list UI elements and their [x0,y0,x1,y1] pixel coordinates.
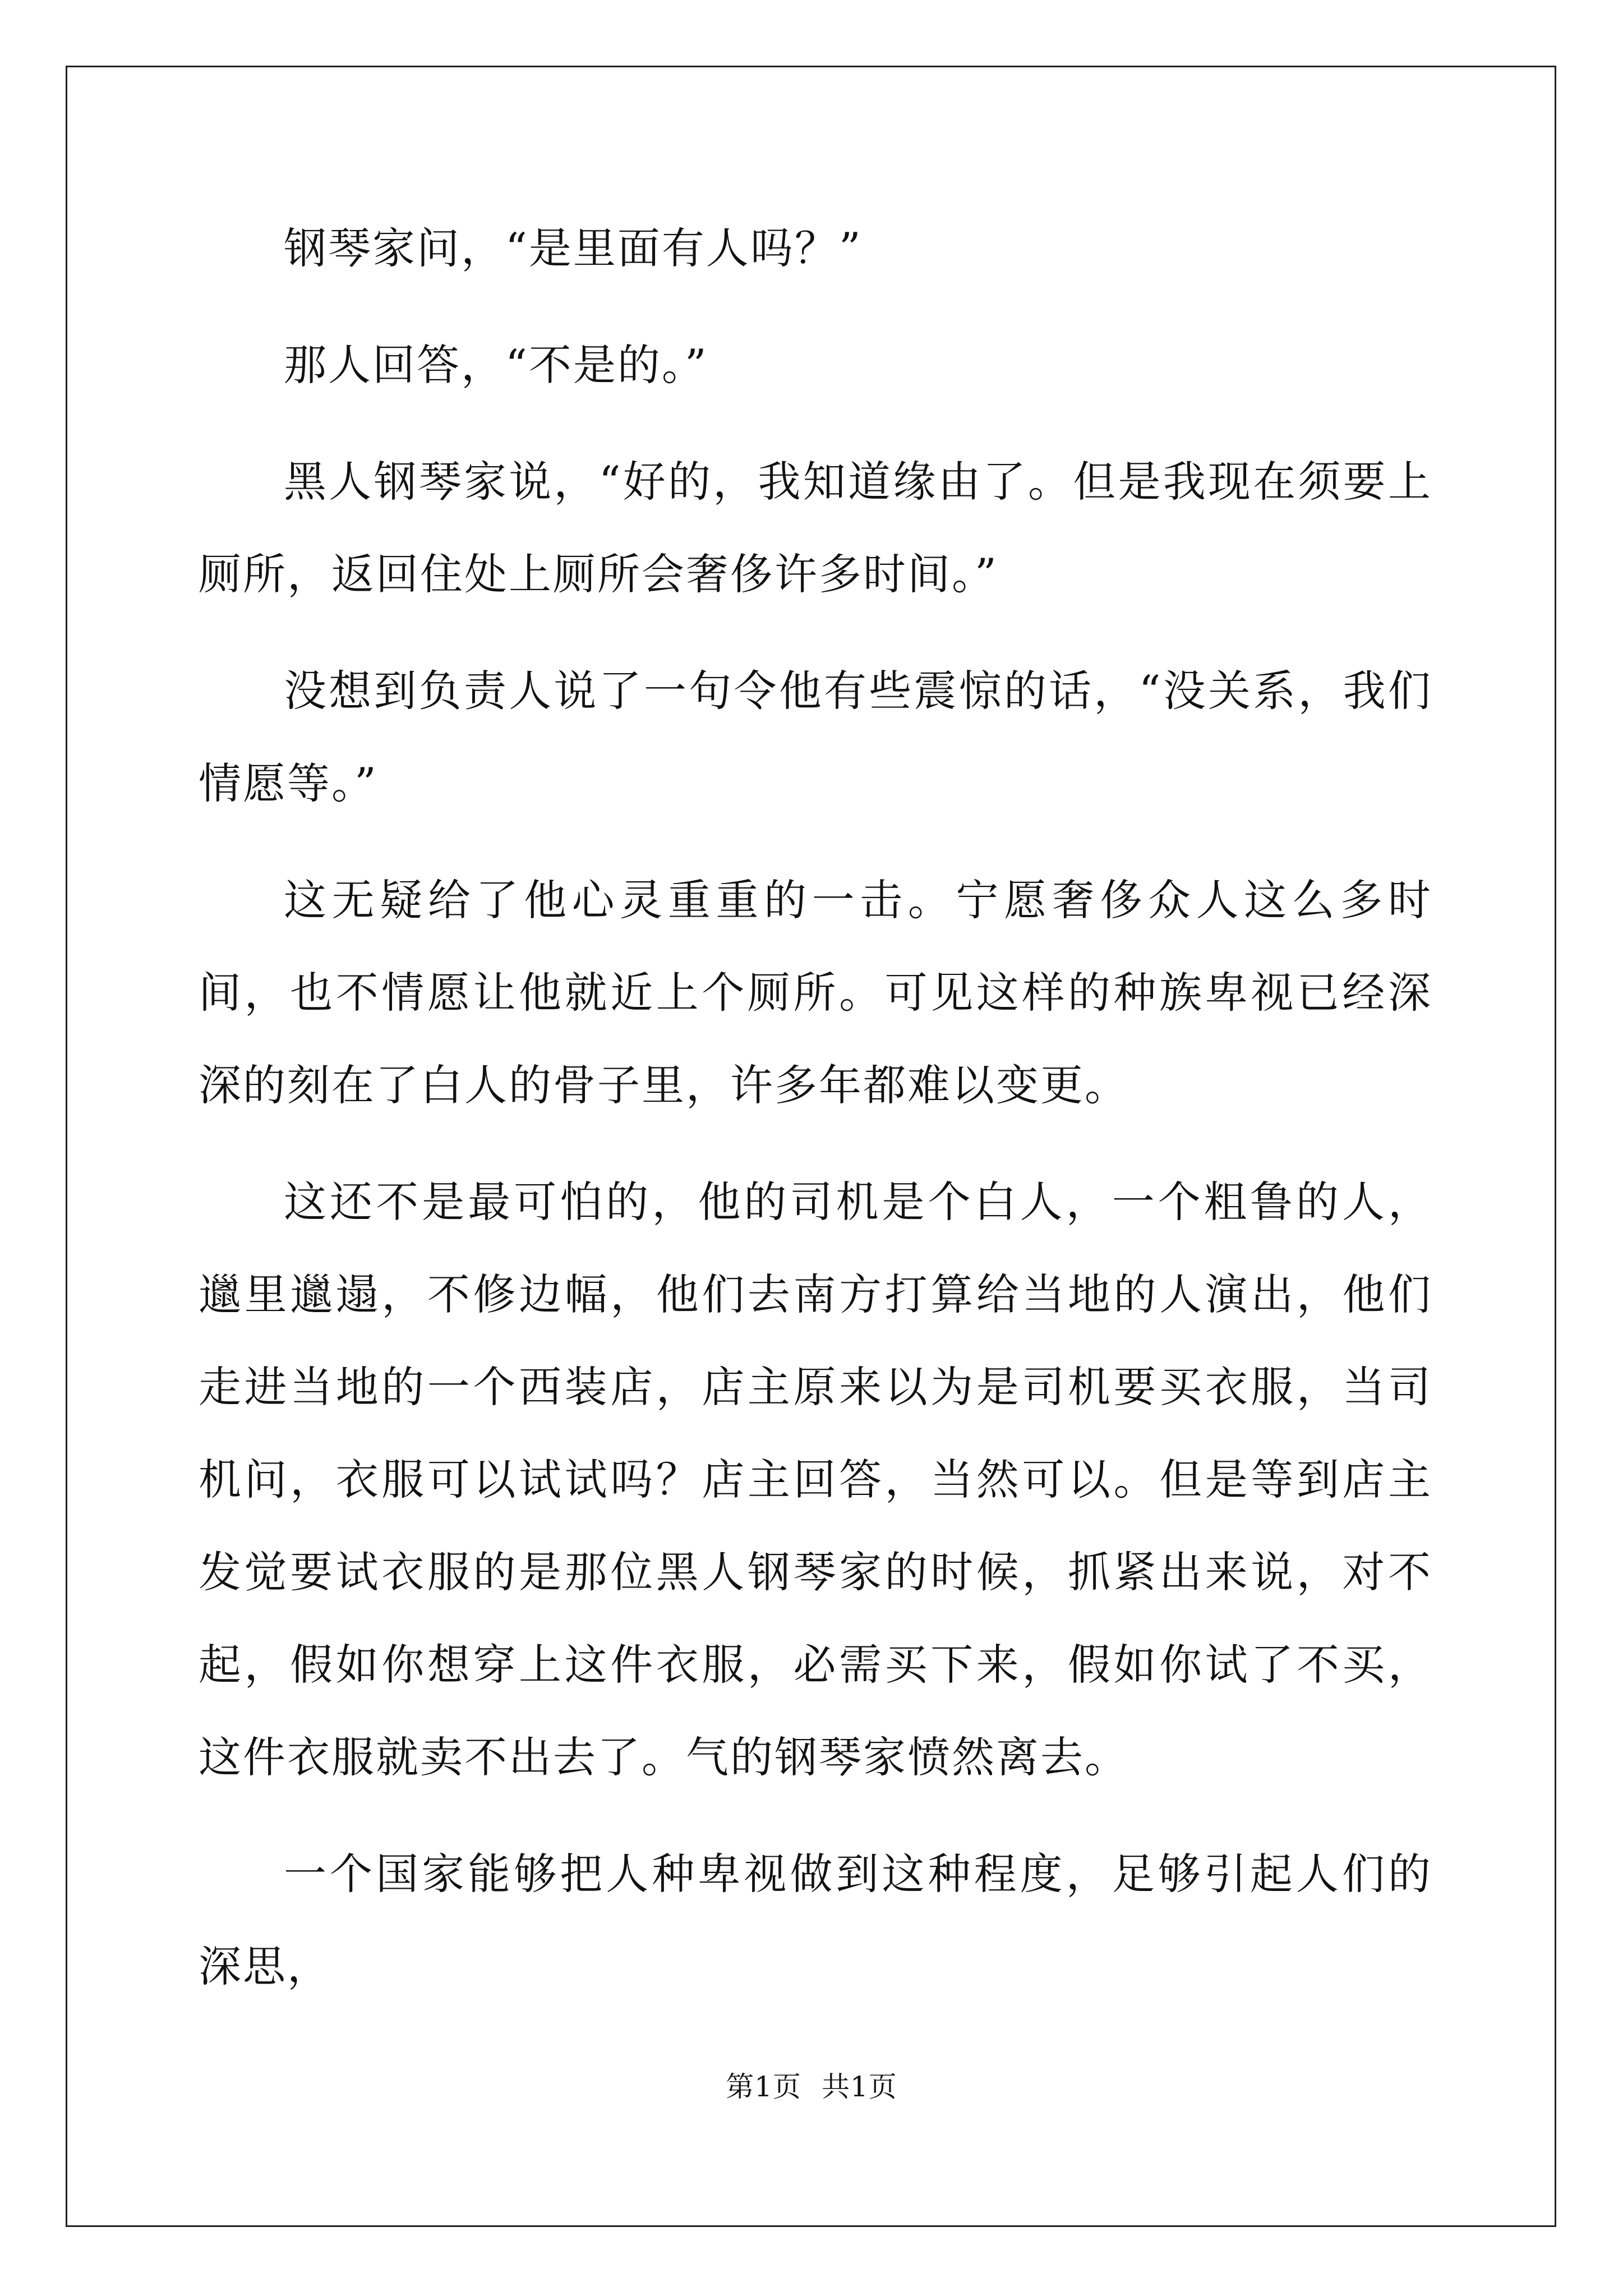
document-body [199,202,1432,2037]
page-number: 第1页 [726,2070,801,2103]
paragraph: 没想到负责人说了一句令他有些震惊的话，“没关系，我们情愿等。” [199,666,1432,808]
paragraph: 那人回答，“不是的。” [284,340,708,390]
paragraph: 黑人钢琴家说，“好的，我知道缘由了。但是我现在须要上厕所，返回住处上厕所会奢侈许多时间。” [199,457,1432,599]
paragraph: 一个国家能够把人种卑视做到这种程度，足够引起人们的深思， [199,1849,1432,1991]
paragraph: 钢琴家问，“是里面有人吗？” [284,223,863,273]
paragraph: 这还不是最可怕的，他的司机是个白人，一个粗鲁的人，邋里邋遢，不修边幅，他们去南方打算给当地的人演出，他们走进当地的一个西装店，店主原来以为是司机要买衣服，当司机问，衣服可以试试吗？店主回答，当然可以。但是等到店主发觉要试衣服的是那位黑人钢琴家的时候，抓紧出来说，对不起，假如你想穿上这件衣服，必需买下来，假如你试了不买，这件衣服就卖不出去了。气的钢琴家愤然离去。 [199,1177,1432,1782]
paragraph: 这无疑给了他心灵重重的一击。宁愿奢侈众人这么多时间，也不情愿让他就近上个厕所。可见这样的种族卑视已经深深的刻在了白人的骨子里，许多年都难以变更。 [199,875,1432,1110]
page-footer [0,2070,1623,2104]
page-total: 共1页 [822,2070,897,2103]
